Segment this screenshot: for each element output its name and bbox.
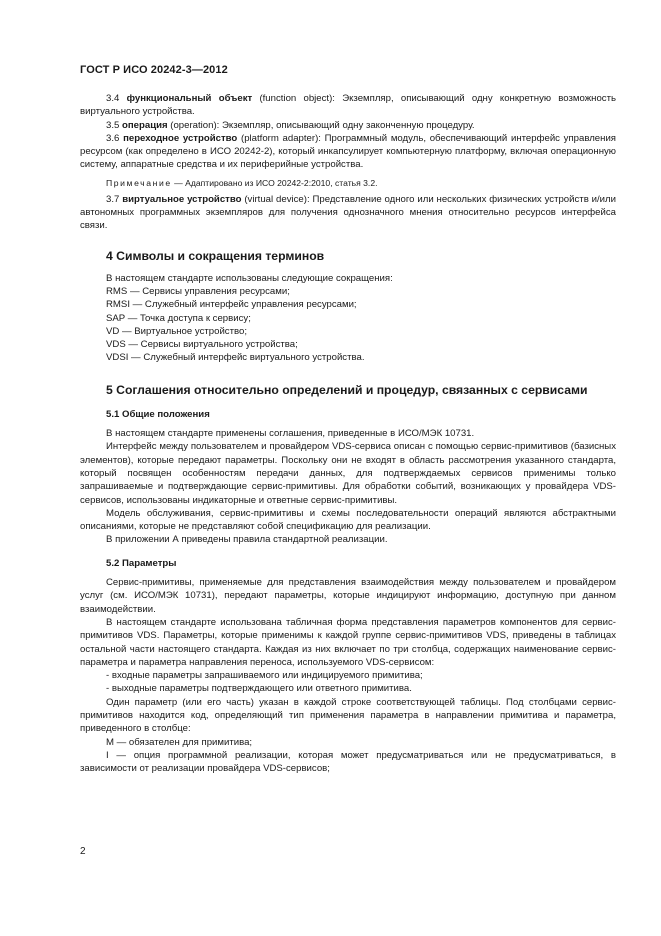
section-4-intro: В настоящем стандарте использованы следующие сокращения: [106, 272, 393, 284]
term-number: 3.4 [106, 93, 120, 104]
term-definition: (operation): Экземпляр, описывающий одну законченную процедуру. [167, 119, 475, 131]
page-number: 2 [80, 846, 86, 857]
note-text: — Адаптировано из ИСО 20242-2:2010, статья 3.2. [171, 177, 378, 188]
term-3-5 [80, 119, 616, 132]
term-name: виртуальное устройство [122, 193, 242, 205]
term-number: 3.5 [106, 119, 120, 131]
paragraph: Модель обслуживания, сервис-примитивы и схемы последовательности операций являются абстрактными описаниями, которые не представляют собой спецификацию для реализации. [80, 507, 616, 533]
list-item: - входные параметры запрашиваемого или индицируемого примитива; [106, 670, 423, 682]
paragraph: Один параметр (или его часть) указан в каждой строке соответствующей таблицы. Под столбцами сервис-примитивов находится код, определяющий тип применения параметра в направлении примитива и параметра, приведенного в столбце: [80, 696, 616, 735]
term-number: 3.6 [106, 132, 120, 144]
abbreviation-item: RMS — Сервисы управления ресурсами; [106, 285, 290, 297]
abbreviation-item: VDS — Сервисы виртуального устройства; [106, 339, 298, 351]
term-definition: (platform adapter): Программный модуль, обеспечивающий интерфейс управления ресурсом (как определено в ИСО 20242-2), который инкапсулирует компьютерную платформу, включая операционную систему, аппаратные средства и их периферийные устройства. [80, 132, 616, 171]
paragraph: В настоящем стандарте использована табличная форма представления параметров компонентов для сервис-примитивов VDS. Параметры, которые применимы к каждой группе сервис-примитивов VDS, приведены в таблицах остальной части настоящего стандарта. Каждая из них включает по три столбца, содержащих наименование сервис-параметра и параметра направления переноса, используемого VDS-сервисом: [80, 616, 616, 668]
page-header: ГОСТ Р ИСО 20242-3—2012 [80, 64, 228, 76]
section-5-heading: 5 Соглашения относительно определений и процедур, связанных с сервисами [106, 382, 588, 397]
term-name: операция [122, 119, 168, 131]
page-body [80, 92, 616, 775]
list-item: - выходные параметры подтверждающего или ответного примитива. [106, 683, 412, 695]
abbreviation-item: VDSI — Служебный интерфейс виртуального устройства. [106, 352, 365, 364]
paragraph: В приложении А приведены правила стандартной реализации. [106, 534, 388, 546]
section-4-heading: 4 Символы и сокращения терминов [106, 248, 325, 263]
paragraph: Интерфейс между пользователем и провайдером VDS-сервиса описан с помощью сервис-примитивов (базисных элементов), которые передают параметры. Поскольку они не входят в область рассмотрения указанного стандарта, который посвящен особенностям передачи данных, для подтверждаемых сервисов применимы только запрашиваемые и подтверждающие сервис-примитивы. Для обработки событий, возникающих у провайдера VDS-сервисов, использованы индикаторные и ответные сервис-примитивы. [80, 441, 616, 506]
term-number: 3.7 [106, 193, 120, 205]
paragraph: В настоящем стандарте применены соглашения, приведенные в ИСО/МЭК 10731. [106, 428, 475, 440]
abbreviation-item: SAP — Точка доступа к сервису; [106, 312, 251, 324]
abbreviation-item: RMSI — Служебный интерфейс управления ресурсами; [106, 299, 357, 311]
note-label: Примечание [106, 177, 172, 188]
term-name: переходное устройство [123, 132, 238, 144]
term-definition: (function object): Экземпляр, описывающий одну конкретную возможность виртуального устройства. [80, 93, 616, 118]
paragraph: Сервис-примитивы, применяемые для представления взаимодействия между пользователем и провайдером услуг (см. ИСО/МЭК 10731), передают параметры, которые индицируют информацию, доступную при данном взаимодействии. [80, 577, 616, 615]
abbreviation-item: VD — Виртуальное устройство; [106, 325, 247, 337]
code-definition: I — опция программной реализации, которая может предусматриваться или не предусматриваться, в зависимости от реализации провайдера VDS-сервисов; [80, 749, 616, 775]
code-definition: M — обязателен для примитива; [106, 736, 253, 748]
section-5-1-heading: 5.1 Общие положения [106, 408, 210, 420]
term-3-6 [80, 132, 616, 172]
term-3-7 [80, 193, 616, 233]
term-definition: (virtual device): Представление одного или нескольких физических устройств и/или автономных программных экземпляров для получения однозначного мнения относительно ресурсов интерфейса связи. [80, 193, 616, 232]
term-3-4 [80, 92, 616, 119]
section-5-2-heading: 5.2 Параметры [106, 557, 177, 569]
note [80, 177, 616, 189]
term-name: функциональный объект [126, 93, 253, 104]
